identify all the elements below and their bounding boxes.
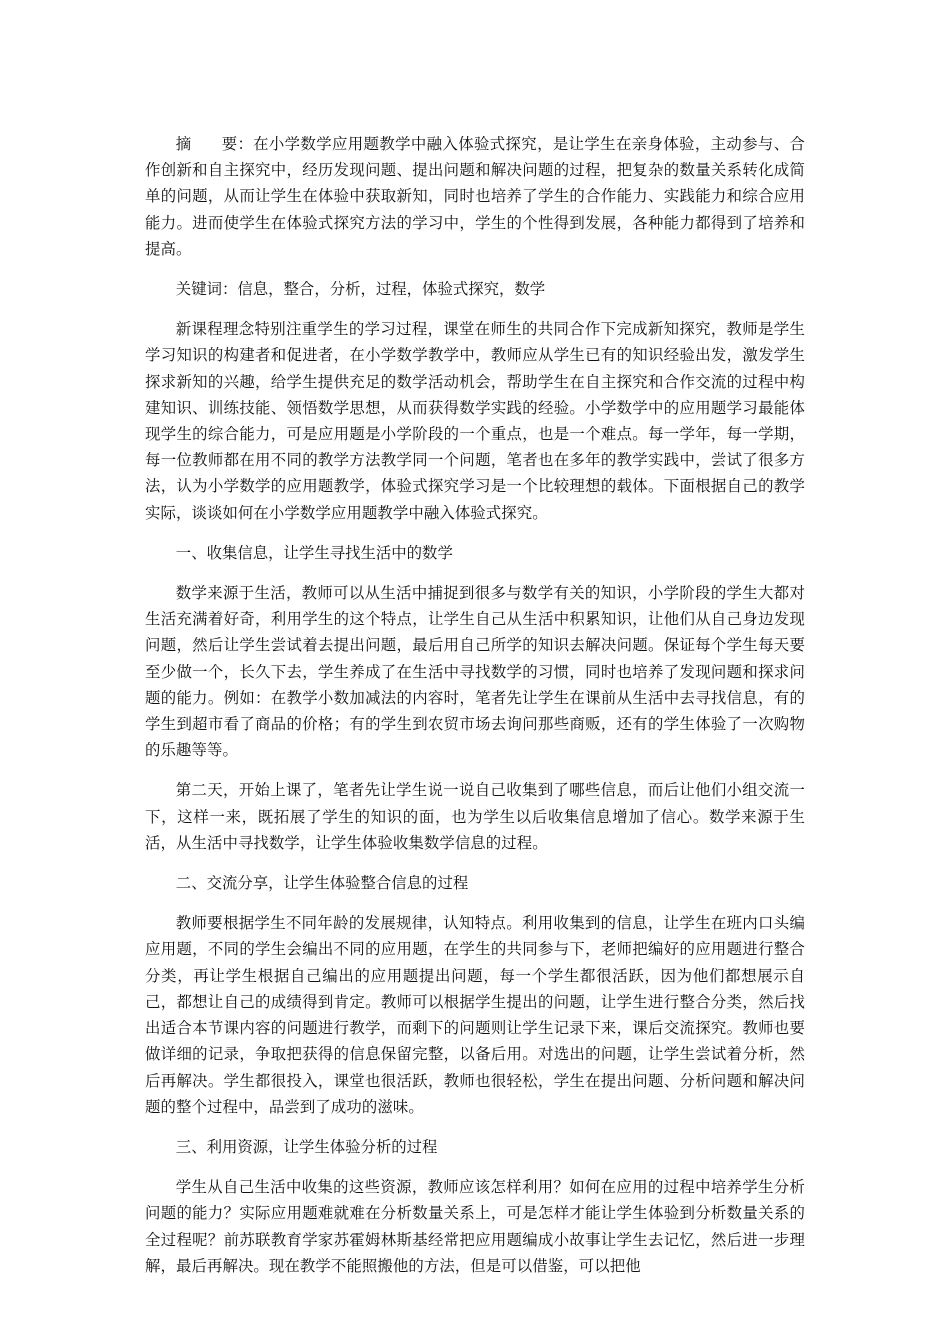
section-3-paragraph-1: 学生从自己生活中收集的这些资源，教师应该怎样利用？如何在应用的过程中培养学生分析问题的能力？实际应用题难就难在分析数量关系上，可是怎样才能让学生体验到分析数量关系的全过程呢？前苏联教育学家苏霍姆林斯基经常把应用题编成小故事让学生去记忆，然后进一步理解，最后再解决。现在教学不能照搬他的方法，但是可以借鉴，可以把他: [145, 1178, 805, 1275]
abstract-label-part2: 要：: [221, 135, 254, 153]
section-1-paragraph-2: 第二天，开始上课了，笔者先让学生说一说自己收集到了哪些信息，而后让他们小组交流一下，这样一来，既拓展了学生的知识的面，也为学生以后收集信息增加了信心。数学来源于生活，从生活中寻找数学，让学生体验收集数学信息的过程。: [145, 781, 805, 852]
abstract-paragraph: [145, 131, 805, 262]
section-3-heading: 三、利用资源，让学生体验分析的过程: [175, 1137, 438, 1156]
intro-paragraph: 新课程理念特别注重学生的学习过程，课堂在师生的共同合作下完成新知探究，教师是学生学习知识的构建者和促进者，在小学数学教学中，教师应从学生已有的知识经验出发，激发学生探求新知的兴趣，给学生提供充足的数学活动机会，帮助学生在自主探究和合作交流的过程中构建知识、训练技能、领悟数学思想，从而获得数学实践的经验。小学数学中的应用题学习最能体现学生的综合能力，可是应用题是小学阶段的一个重点，也是一个难点。每一学年，每一学期，每一位教师都在用不同的教学方法教学同一个问题，笔者也在多年的教学实践中，尝试了很多方法，认为小学数学的应用题教学，体验式探究学习是一个比较理想的载体。下面根据自己的教学实际，谈谈如何在小学数学应用题教学中融入体验式探究。: [145, 320, 805, 522]
section-2-paragraph-1: 教师要根据学生不同年龄的发展规律，认知特点。利用收集到的信息，让学生在班内口头编应用题，不同的学生会编出不同的应用题，在学生的共同参与下，老师把编好的应用题进行整合分类，再让学生根据自己编出的应用题提出问题，每一个学生都很活跃，因为他们都想展示自己，都想让自己的成绩得到肯定。教师可以根据学生提出的问题，让学生进行整合分类，然后找出适合本节课内容的问题进行教学，而剩下的问题则让学生记录下来，课后交流探究。教师也要做详细的记录，争取把获得的信息保留完整，以备后用。对选出的问题，让学生尝试着分析，然后再解决。学生都很投入，课堂也很活跃，教师也很轻松，学生在提出问题、分析问题和解决问题的整个过程中，品尝到了成功的滋味。: [145, 914, 805, 1116]
section-2-heading: 二、交流分享，让学生体验整合信息的过程: [175, 874, 469, 893]
abstract-label-part1: 摘: [175, 135, 192, 153]
section-1-heading: 一、收集信息，让学生寻找生活中的数学: [175, 543, 453, 562]
document-page: [145, 131, 805, 1293]
keywords-line: 关键词：信息，整合，分析，过程，体验式探究，数学: [175, 280, 546, 299]
abstract-text: 在小学数学应用题教学中融入体验式探究，是让学生在亲身体验，主动参与、合作创新和自主探究中，经历发现问题、提出问题和解决问题的过程，把复杂的数量关系转化成简单的问题，从而让学生在体验中获取新知，同时也培养了学生的合作能力、实践能力和综合应用能力。进而使学生在体验式探究方法的学习中，学生的个性得到发展，各种能力都得到了培养和提高。: [145, 135, 805, 258]
section-1-paragraph-1: 数学来源于生活，教师可以从生活中捕捉到很多与数学有关的知识，小学阶段的学生大都对生活充满着好奇，利用学生的这个特点，让学生自己从生活中积累知识，让他们从自己身边发现问题，然后让学生尝试着去提出问题，最后用自己所学的知识去解决问题。保证每个学生每天要至少做一个，长久下去，学生养成了在生活中寻找数学的习惯，同时也培养了发现问题和探求问题的能力。例如：在教学小数加减法的内容时，笔者先让学生在课前从生活中去寻找信息，有的学生到超市看了商品的价格；有的学生到农贸市场去询问那些商贩，还有的学生体验了一次购物的乐趣等等。: [145, 584, 805, 760]
